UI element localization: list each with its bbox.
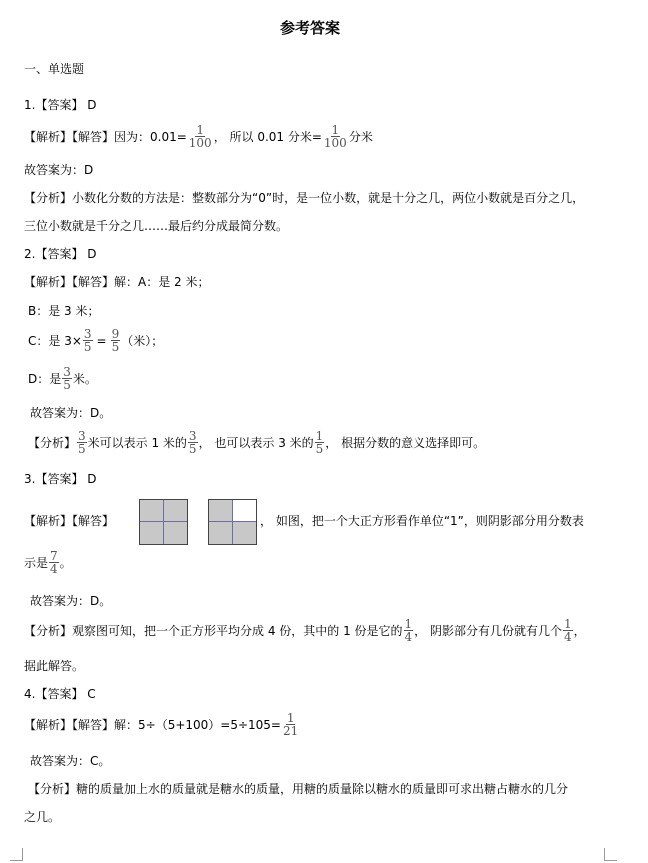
- q2-note: [28, 430, 485, 455]
- section-heading: 一、单选题: [24, 62, 85, 76]
- q4-note-line-2: 之几。: [24, 810, 61, 824]
- q3-note-fraction-1: $\frac{1}{4}$: [404, 617, 413, 644]
- q2-answer-head: 2.【答案】 D: [24, 247, 97, 261]
- q3-note-mid: ， 阴影部分有几份就有几个: [414, 624, 562, 638]
- q2-note-fraction-1: $\frac{3}{5}$: [78, 429, 86, 456]
- q2-line-c-eq: =: [96, 333, 107, 348]
- q3-line-2-pre: 示是: [24, 556, 49, 570]
- q1-analysis-pre: 【解析】【解答】因为：0.01=: [24, 130, 187, 144]
- q2-note-fraction-3: $\frac{1}{5}$: [315, 429, 324, 456]
- q1-note-line-1: 【分析】小数化分数的方法是：整数部分为“0”时，是一位小数，就是十分之几，两位小数就是百分之几，: [24, 191, 585, 205]
- q2-note-fraction-2: $\frac{3}{5}$: [188, 429, 197, 456]
- q2-line-d-pre: D：是: [28, 372, 62, 386]
- page-corner-mark-right: [604, 848, 617, 861]
- page-corner-mark-left: [10, 848, 23, 861]
- q1-final-answer: 故答案为：D: [24, 163, 94, 177]
- q3-line-2-post: 。: [59, 556, 72, 570]
- q2-note-mid-1: 米可以表示 1 米的: [87, 436, 187, 450]
- q3-final-answer: 故答案为：D。: [30, 594, 112, 608]
- q2-line-d-post: 米。: [72, 372, 97, 386]
- q1-analysis-mid: ， 所以 0.01 分米=: [213, 130, 322, 144]
- q2-note-mid-2: ， 也可以表示 3 米的: [198, 436, 314, 450]
- q3-analysis-post: ， 如图，把一个大正方形看作单位“1”，则阴影部分用分数表: [260, 514, 584, 528]
- q3-note-pre: 【分析】观察图可知，把一个正方形平均分成 4 份，其中的 1 份是它的: [24, 624, 403, 638]
- q3-line-2: [24, 550, 72, 575]
- page-title: 参考答案: [280, 19, 341, 37]
- q2-line-d: [28, 366, 97, 391]
- three-quarter-square-figure: [208, 499, 257, 545]
- q3-note: [24, 618, 586, 643]
- q3-note-line-2: 据此解答。: [24, 659, 85, 673]
- q1-analysis-post: 分米: [348, 130, 373, 144]
- q1-note-line-2: 三位小数就是千分之几……最后约分成最简分数。: [24, 219, 289, 233]
- q1-fraction-2: $\frac{1}{100}$: [323, 123, 347, 150]
- q3-note-fraction-2: $\frac{1}{4}$: [564, 617, 572, 644]
- q2-line-c-post: （米）；: [121, 334, 164, 348]
- q4-fraction: $\frac{1}{21}$: [283, 711, 299, 738]
- q4-answer-head: 4.【答案】 C: [24, 687, 96, 701]
- q4-note-line-1: 【分析】糖的质量加上水的质量就是糖水的质量，用糖的质量除以糖水的质量即可求出糖占糖水的几分: [28, 782, 569, 796]
- q2-d-fraction: $\frac{3}{5}$: [63, 365, 71, 392]
- q2-c-fraction-1: $\frac{3}{5}$: [83, 327, 92, 354]
- q1-analysis: [24, 124, 373, 149]
- q3-note-post: ，: [573, 624, 586, 638]
- q2-line-c-pre: C：是 3×: [28, 334, 82, 348]
- q2-line-b: B：是 3 米；: [28, 304, 100, 318]
- q2-c-fraction-2: $\frac{9}{5}$: [111, 327, 120, 354]
- q4-analysis-pre: 【解析】【解答】解：5÷（5+100）=5÷105=: [24, 718, 281, 732]
- q1-answer-head: 1.【答案】 D: [24, 98, 97, 112]
- q2-final-answer: 故答案为：D。: [30, 406, 112, 420]
- q3-analysis-pre: 【解析】【解答】: [24, 514, 115, 528]
- q3-fraction: $\frac{7}{4}$: [50, 549, 58, 576]
- q3-answer-head: 3.【答案】 D: [24, 472, 97, 486]
- q4-analysis: [24, 712, 300, 737]
- q1-fraction-1: $\frac{1}{100}$: [188, 123, 212, 150]
- q2-line-a: 【解析】【解答】解：A：是 2 米；: [24, 275, 210, 289]
- q2-note-post: ， 根据分数的意义选择即可。: [325, 436, 486, 450]
- q4-final-answer: 故答案为：C。: [30, 754, 111, 768]
- q2-note-pre: 【分析】: [28, 436, 77, 450]
- q2-line-c: [28, 328, 163, 353]
- full-square-figure: [139, 499, 188, 545]
